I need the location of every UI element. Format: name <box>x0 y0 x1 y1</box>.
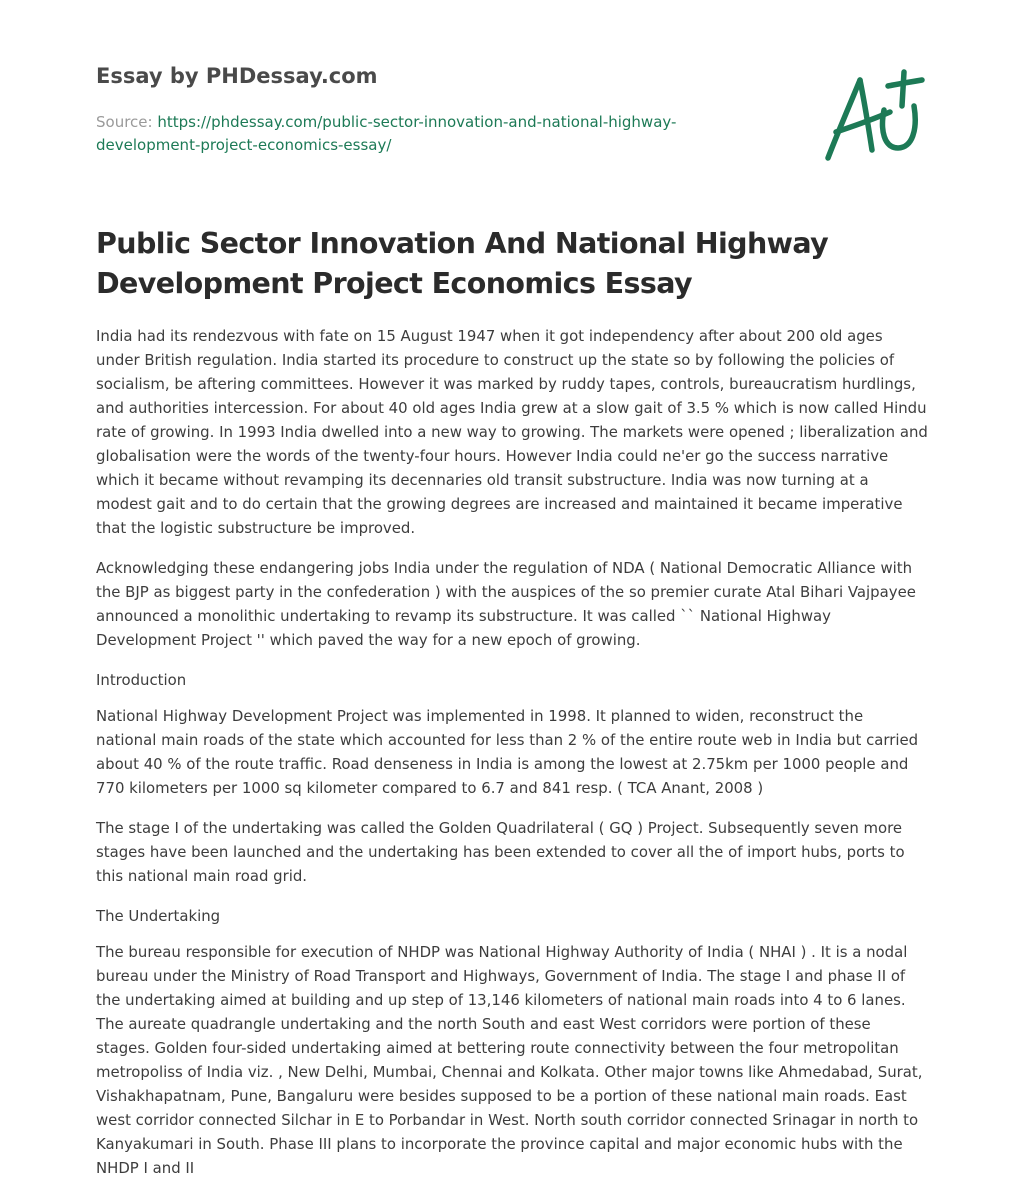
paragraph-5: The bureau responsible for execution of NHDP was National Highway Authority of India ( NHAI ) . It is a nodal bureau under the Ministry of Road Transport and Highways, Government of India. The stage I and phase II of the undertaking aimed at building and up step of 13,146 kilometers of national main roads into 4 to 6 lanes. The aureate quadrangle undertaking and the north South and east West corridors were portion of these stages. Golden four-sided undertaking aimed at bettering route connectivity between the four metropolitan metropoliss of India viz. , New Delhi, Mumbai, Chennai and Kolkata. Other major towns like Ahmedabad, Surat, Vishakhapatnam, Pune, Bangaluru were besides supposed to be a portion of these national main roads. East west corridor connected Silchar in E to Porbandar in West. North south corridor connected Srinagar in north to Kanyakumari in South. Phase III plans to incorporate the province capital and major economic hubs with the NHDP I and II <box>96 943 923 1177</box>
section-heading-undertaking: The Undertaking <box>96 907 221 925</box>
paragraph-4: The stage I of the undertaking was called the Golden Quadrilateral ( GQ ) Project. Subsequently seven more stages have been launched and the undertaking has been extended to cover all the of import hubs, ports to this national main road grid. <box>96 819 905 885</box>
source-label: Source: <box>96 113 158 131</box>
section-heading-introduction: Introduction <box>96 671 187 689</box>
essay-title: Public Sector Innovation And National Highway Development Project Economics Essay <box>96 227 829 300</box>
essay-body <box>96 324 928 1196</box>
paragraph-1: India had its rendezvous with fate on 15 August 1947 when it got independency after about 200 old ages under British regulation. India started its procedure to construct up the state so by following the policies of socialism, be aftering committees. However it was marked by ruddy tapes, controls, bureaucratism hurdlings, and authorities intercession. For about 40 old ages India grew at a slow gait of 3.5 % which is now called Hindu rate of growing. In 1993 India dwelled into a new way to growing. The markets were opened ; liberalization and globalisation were the words of the twenty-four hours. However India could ne'er go the success narrative which it became without revamping its decennaries old transit substructure. India was now turning at a modest gait and to do certain that the growing degrees are increased and maintained it became imperative that the logistic substructure be improved. <box>96 327 928 537</box>
source-link[interactable]: https://phdessay.com/public-sector-innovation-and-national-highway-development-project-economics-essay/ <box>96 113 677 154</box>
site-brand: Essay by PHDessay.com <box>96 64 378 88</box>
paragraph-3: National Highway Development Project was implemented in 1998. It planned to widen, reconstruct the national main roads of the state which accounted for less than 2 % of the entire route web in India but carried about 40 % of the route traffic. Road denseness in India is among the lowest at 2.75km per 1000 people and 770 kilometers per 1000 sq kilometer compared to 6.7 and 841 resp. ( TCA Anant, 2008 ) <box>96 707 919 797</box>
source-line <box>96 111 716 157</box>
paragraph-2: Acknowledging these endangering jobs India under the regulation of NDA ( National Democratic Alliance with the BJP as biggest party in the confederation ) with the auspices of the so premier curate Atal Bihari Vajpayee announced a monolithic undertaking to revamp its substructure. It was called `` National Highway Development Project '' which paved the way for a new epoch of growing. <box>96 559 916 649</box>
a-plus-logo-icon <box>822 66 926 166</box>
